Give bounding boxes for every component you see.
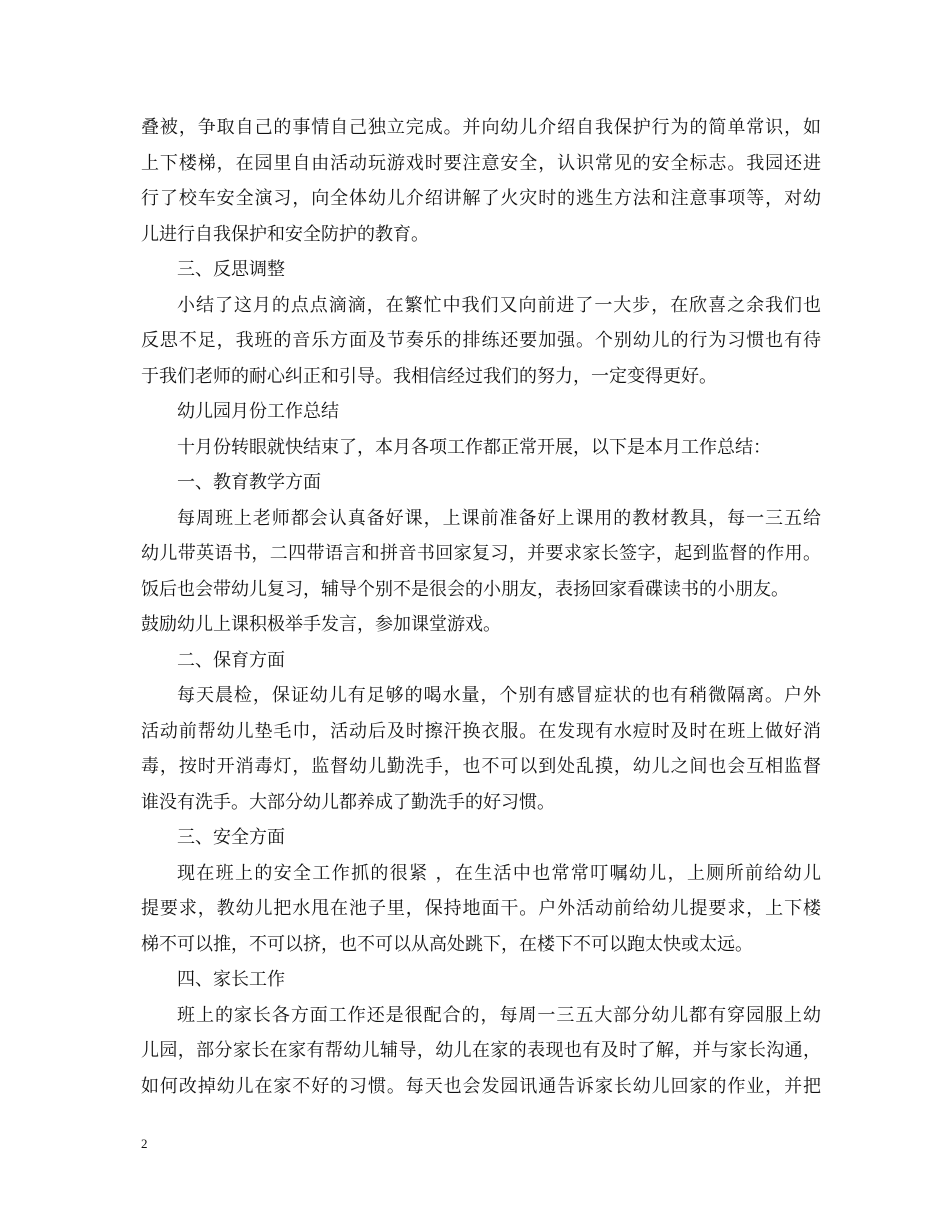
document-body bbox=[141, 110, 821, 1104]
text-line: 儿园，部分家长在家有帮幼儿辅导，幼儿在家的表现也有及时了解，并与家长沟通， bbox=[141, 1040, 821, 1061]
text-line: 饭后也会带幼儿复习，辅导个别不是很会的小朋友，表扬回家看碟读书的小朋友。 bbox=[141, 578, 789, 600]
text-line: 谁没有洗手。大部分幼儿都养成了勤洗手的好习惯。 bbox=[141, 791, 555, 813]
text-line: 现在班上的安全工作抓的很紧 ，在生活中也常常叮嘱幼儿，上厕所前给幼儿 bbox=[177, 862, 821, 884]
text-line: 一、教育教学方面 bbox=[177, 472, 321, 493]
text-line: 提要求，教幼儿把水甩在池子里，保持地面干。户外活动前给幼儿提要求，上下楼 bbox=[141, 898, 821, 919]
text-line: 行了校车安全演习，向全体幼儿介绍讲解了火灾时的逃生方法和注意事项等，对幼 bbox=[141, 188, 821, 209]
text-line: 反思不足，我班的音乐方面及节奏乐的排练还要加强。个别幼儿的行为习惯也有待 bbox=[141, 330, 821, 351]
text-line: 小结了这月的点点滴滴，在繁忙中我们又向前进了一大步，在欣喜之余我们也 bbox=[177, 294, 821, 316]
text-line: 班上的家长各方面工作还是很配合的，每周一三五大部分幼儿都有穿园服上幼 bbox=[177, 1004, 821, 1026]
text-line: 十月份转眼就快结束了，本月各项工作都正常开展，以下是本月工作总结： bbox=[177, 436, 771, 458]
text-line: 活动前帮幼儿垫毛巾，活动后及时擦汗换衣服。在发现有水痘时及时在班上做好消 bbox=[141, 720, 821, 742]
text-line: 叠被，争取自己的事情自己独立完成。并向幼儿介绍自我保护行为的简单常识，如 bbox=[141, 117, 821, 138]
text-line: 四、家长工作 bbox=[177, 969, 285, 990]
text-line: 幼儿园月份工作总结 bbox=[177, 401, 339, 422]
text-line: 梯不可以推，不可以挤，也不可以从高处跳下，在楼下不可以跑太快或太远。 bbox=[141, 933, 753, 955]
text-line: 如何改掉幼儿在家不好的习惯。每天也会发园讯通告诉家长幼儿回家的作业，并把 bbox=[141, 1075, 821, 1097]
text-line: 每周班上老师都会认真备好课，上课前准备好上课用的教材教具，每一三五给 bbox=[177, 507, 821, 529]
text-line: 二、保育方面 bbox=[177, 649, 285, 671]
text-line: 于我们老师的耐心纠正和引导。我相信经过我们的努力，一定变得更好。 bbox=[141, 365, 717, 387]
text-line: 上下楼梯，在园里自由活动玩游戏时要注意安全，认识常见的安全标志。我园还进 bbox=[141, 152, 821, 174]
text-line: 幼儿带英语书，二四带语言和拼音书回家复习，并要求家长签字，起到监督的作用。 bbox=[141, 543, 821, 564]
text-line: 儿进行自我保护和安全防护的教育。 bbox=[141, 223, 429, 245]
text-line: 三、反思调整 bbox=[177, 259, 285, 280]
text-line: 毒，按时开消毒灯，监督幼儿勤洗手，也不可以到处乱摸，幼儿之间也会互相监督 bbox=[141, 756, 821, 777]
text-line: 每天晨检，保证幼儿有足够的喝水量，个别有感冒症状的也有稍微隔离。户外 bbox=[177, 685, 821, 706]
text-line: 三、安全方面 bbox=[177, 827, 285, 848]
page-number: 2 bbox=[141, 1136, 148, 1151]
text-line: 鼓励幼儿上课积极举手发言，参加课堂游戏。 bbox=[141, 614, 501, 635]
